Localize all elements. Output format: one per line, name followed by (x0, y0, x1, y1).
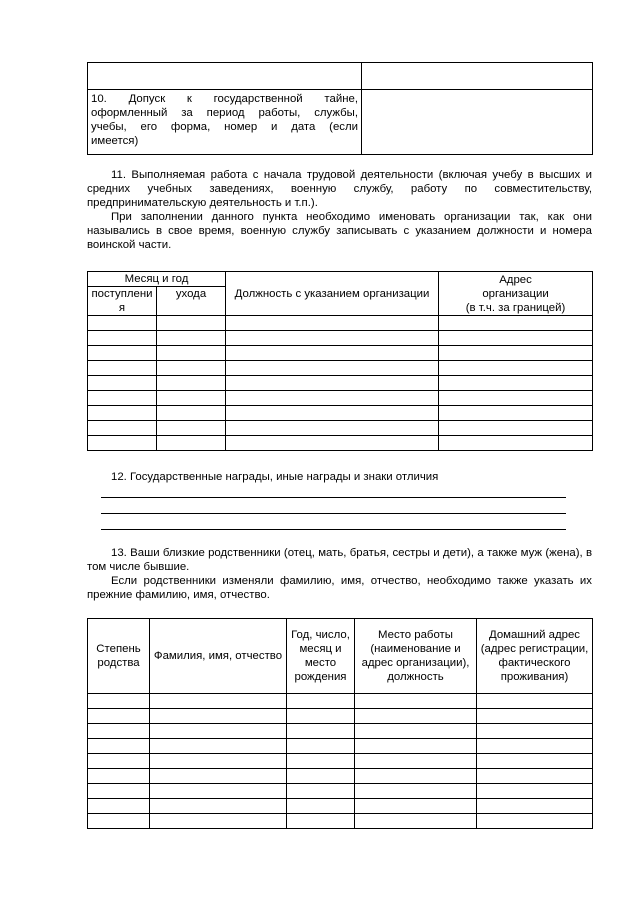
relative-cell[interactable] (355, 694, 477, 709)
work-history-cell[interactable] (439, 346, 593, 361)
work-history-instructions (87, 168, 592, 252)
relative-cell[interactable] (287, 724, 355, 739)
relative-cell[interactable] (150, 784, 287, 799)
work-history-cell[interactable] (439, 361, 593, 376)
relative-row (88, 799, 593, 814)
relative-cell[interactable] (88, 709, 150, 724)
work-history-cell[interactable] (226, 331, 439, 346)
address-header (439, 272, 593, 316)
work-history-note: При заполнении данного пункта необходимо именовать организации так, как они назывались в свое время, военную службу записывать с указанием должности и номера воинской части. (87, 211, 592, 251)
relative-row (88, 754, 593, 769)
relative-cell[interactable] (477, 709, 593, 724)
work-history-row (88, 316, 593, 331)
relative-cell[interactable] (150, 709, 287, 724)
birth-info-header: Год, число, месяц и место рождения (287, 619, 355, 694)
work-history-cell[interactable] (88, 316, 157, 331)
relative-cell[interactable] (150, 814, 287, 829)
work-history-cell[interactable] (157, 316, 226, 331)
work-history-cell[interactable] (88, 346, 157, 361)
relative-cell[interactable] (88, 769, 150, 784)
awards-title: 12. Государственные награды, иные награды и знаки отличия (111, 471, 439, 483)
relative-cell[interactable] (355, 784, 477, 799)
work-history-table (87, 271, 593, 451)
work-history-cell[interactable] (157, 361, 226, 376)
relative-cell[interactable] (355, 739, 477, 754)
work-history-cell[interactable] (226, 376, 439, 391)
relative-cell[interactable] (150, 799, 287, 814)
clearance-label-line: учебы, его форма, номер и дата (если (91, 121, 358, 133)
relative-row (88, 739, 593, 754)
relative-cell[interactable] (287, 814, 355, 829)
work-history-heading: 11. Выполняемая работа с начала трудовой деятельности (включая учебу в высших и средних учебных заведениях, военную службу, работу по совместительству, предпринимательскую деятельность и т.п.). (87, 169, 592, 209)
relative-cell[interactable] (287, 739, 355, 754)
award-entry-line[interactable] (101, 513, 566, 514)
work-history-cell[interactable] (88, 361, 157, 376)
relative-cell[interactable] (287, 694, 355, 709)
relative-row (88, 694, 593, 709)
address-header-line: Адрес (499, 273, 532, 286)
relative-cell[interactable] (477, 724, 593, 739)
relative-row (88, 769, 593, 784)
work-history-cell[interactable] (439, 376, 593, 391)
relative-cell[interactable] (477, 754, 593, 769)
relative-cell[interactable] (88, 724, 150, 739)
work-history-cell[interactable] (226, 391, 439, 406)
clearance-label-cell (88, 90, 362, 155)
start-date-header: поступления (88, 287, 157, 316)
relative-row (88, 709, 593, 724)
relative-cell[interactable] (287, 799, 355, 814)
previous-row-label-cell (88, 63, 362, 90)
home-address-header: Домашний адрес (адрес регистрации, фактического проживания) (477, 619, 593, 694)
relative-cell[interactable] (150, 769, 287, 784)
relative-cell[interactable] (150, 694, 287, 709)
work-history-cell[interactable] (439, 421, 593, 436)
clearance-label-line: имеется) (91, 135, 139, 147)
work-history-cell[interactable] (226, 361, 439, 376)
work-history-cell[interactable] (226, 346, 439, 361)
work-history-row (88, 391, 593, 406)
work-history-cell[interactable] (157, 391, 226, 406)
relative-cell[interactable] (88, 739, 150, 754)
work-history-cell[interactable] (88, 436, 157, 451)
work-history-cell[interactable] (226, 436, 439, 451)
workplace-header: Место работы (наименование и адрес организации), должность (355, 619, 477, 694)
relative-cell[interactable] (287, 769, 355, 784)
clearance-label-line: оформленный за период работы, службы, (91, 107, 358, 119)
relatives-table (87, 618, 593, 829)
work-history-cell[interactable] (439, 391, 593, 406)
work-history-cell[interactable] (226, 406, 439, 421)
relative-cell[interactable] (477, 799, 593, 814)
relative-cell[interactable] (287, 709, 355, 724)
relative-cell[interactable] (88, 694, 150, 709)
work-history-cell[interactable] (439, 436, 593, 451)
work-history-row (88, 436, 593, 451)
relative-cell[interactable] (355, 799, 477, 814)
relative-cell[interactable] (287, 784, 355, 799)
position-header: Должность с указанием организации (226, 272, 439, 316)
work-history-cell[interactable] (226, 316, 439, 331)
relative-row (88, 784, 593, 799)
month-year-header: Месяц и год (88, 272, 226, 287)
work-history-cell[interactable] (226, 421, 439, 436)
work-history-row (88, 376, 593, 391)
relative-cell[interactable] (88, 814, 150, 829)
relative-cell[interactable] (477, 784, 593, 799)
address-header-line: организации (482, 287, 549, 300)
relatives-heading: 13. Ваши близкие родственники (отец, мать, братья, сестры и дети), а также муж (жена), в том числе бывшие. (87, 547, 592, 573)
relative-cell[interactable] (88, 799, 150, 814)
full-name-header: Фамилия, имя, отчество (150, 619, 287, 694)
relative-cell[interactable] (355, 769, 477, 784)
end-date-header: ухода (157, 287, 226, 316)
work-history-cell[interactable] (439, 406, 593, 421)
relative-cell[interactable] (150, 739, 287, 754)
relatives-note: Если родственники изменяли фамилию, имя, отчество, необходимо также указать их прежние фамилию, имя, отчество. (87, 575, 592, 601)
work-history-cell[interactable] (439, 331, 593, 346)
relative-row (88, 814, 593, 829)
relative-cell[interactable] (355, 724, 477, 739)
relative-cell[interactable] (287, 754, 355, 769)
work-history-cell[interactable] (157, 406, 226, 421)
relative-cell[interactable] (477, 814, 593, 829)
relative-cell[interactable] (355, 754, 477, 769)
work-history-row (88, 421, 593, 436)
work-history-cell[interactable] (88, 376, 157, 391)
relative-row (88, 724, 593, 739)
relative-cell[interactable] (477, 739, 593, 754)
awards-section (87, 470, 592, 484)
work-history-row (88, 361, 593, 376)
relative-cell[interactable] (355, 814, 477, 829)
work-history-cell[interactable] (157, 376, 226, 391)
award-entry-line[interactable] (101, 529, 566, 530)
clearance-label-line: 10. Допуск к государственной тайне, (91, 93, 358, 105)
relative-cell[interactable] (150, 754, 287, 769)
work-history-row (88, 406, 593, 421)
address-header-line: (в т.ч. за границей) (465, 301, 566, 314)
work-history-cell[interactable] (157, 346, 226, 361)
relative-cell[interactable] (355, 709, 477, 724)
relative-cell[interactable] (477, 694, 593, 709)
work-history-cell[interactable] (88, 421, 157, 436)
work-history-cell[interactable] (88, 391, 157, 406)
relative-cell[interactable] (150, 724, 287, 739)
security-clearance-table (87, 62, 593, 155)
work-history-cell[interactable] (439, 316, 593, 331)
award-entry-line[interactable] (101, 497, 566, 498)
work-history-cell[interactable] (157, 436, 226, 451)
work-history-cell[interactable] (88, 406, 157, 421)
relative-cell[interactable] (88, 754, 150, 769)
work-history-row (88, 331, 593, 346)
relatives-instructions (87, 546, 592, 602)
relative-cell[interactable] (477, 769, 593, 784)
clearance-value-cell[interactable] (362, 90, 593, 155)
relation-degree-header: Степень родства (88, 619, 150, 694)
work-history-cell[interactable] (157, 421, 226, 436)
relative-cell[interactable] (88, 784, 150, 799)
previous-row-value-cell[interactable] (362, 63, 593, 90)
work-history-cell[interactable] (157, 331, 226, 346)
work-history-cell[interactable] (88, 331, 157, 346)
work-history-row (88, 346, 593, 361)
